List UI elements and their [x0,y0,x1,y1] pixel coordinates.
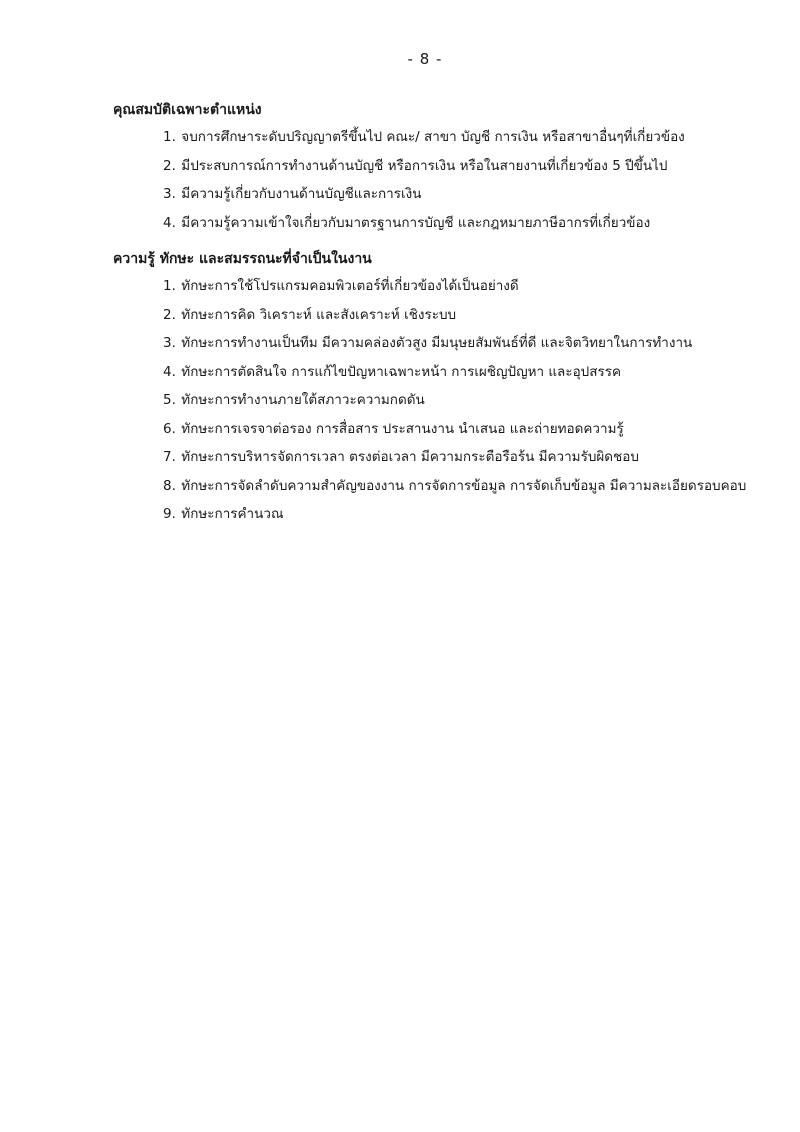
item-number: 5. [163,392,176,408]
item-text: ทักษะการจัดลำดับความสำคัญของงาน การจัดการข้อมูล การจัดเก็บข้อมูล มีความละเอียดรอบคอบ [181,477,747,494]
list-item [163,123,753,152]
list-item [163,472,753,501]
item-text: ทักษะการทำงานภายใต้สภาวะความกดดัน [181,392,425,408]
item-text: ทักษะการคำนวณ [181,506,284,522]
item-number: 2. [163,306,176,323]
item-text: ทักษะการเจรจาต่อรอง การสื่อสาร ประสานงาน นำเสนอ และถ่ายทอดความรู้ [181,420,624,437]
item-text: มีความรู้ความเข้าใจเกี่ยวกับมาตรฐานการบัญชี และกฎหมายภาษีอากรที่เกี่ยวข้อง [181,214,651,231]
item-number: 1. [163,278,176,294]
list-item [163,443,753,472]
item-number: 6. [163,420,176,437]
list-item [163,500,753,529]
page-number: - 8 - [407,50,443,68]
item-number: 4. [163,214,176,231]
qualifications-section [113,97,753,237]
list-item [163,301,753,330]
item-number: 3. [163,335,176,351]
list-item [163,386,753,415]
item-text: มีประสบการณ์การทำงานด้านบัญชี หรือการเงิน หรือในสายงานที่เกี่ยวข้อง 5 ปีขึ้นไป [181,157,668,174]
item-text: ทักษะการทำงานเป็นทีม มีความคล่องตัวสูง มีมนุษยสัมพันธ์ที่ดี และจิตวิทยาในการทำงาน [181,335,693,351]
list-item [163,329,753,358]
item-text: จบการศึกษาระดับปริญญาตรีขึ้นไป คณะ/ สาขา บัญชี การเงิน หรือสาขาอื่นๆที่เกี่ยวข้อง [181,129,685,145]
list-item [163,209,753,238]
list-item [163,272,753,301]
item-number: 4. [163,363,176,380]
item-number: 9. [163,506,176,522]
qualifications-title: คุณสมบัติเฉพาะตำแหน่ง [113,102,262,118]
item-number: 7. [163,449,176,465]
list-item [163,180,753,209]
item-number: 8. [163,477,176,494]
list-item [163,358,753,387]
skills-section [113,246,753,529]
item-text: ทักษะการใช้โปรแกรมคอมพิวเตอร์ที่เกี่ยวข้องได้เป็นอย่างดี [181,278,519,294]
item-text: ทักษะการคิด วิเคราะห์ และสังเคราะห์ เชิงระบบ [181,306,457,323]
item-text: ทักษะการบริหารจัดการเวลา ตรงต่อเวลา มีความกระตือรือร้น มีความรับผิดชอบ [181,449,639,465]
list-item [163,415,753,444]
item-number: 2. [163,157,176,174]
skills-title: ความรู้ ทักษะ และสมรรถนะที่จำเป็นในงาน [113,251,372,267]
list-item [163,152,753,181]
item-text: มีความรู้เกี่ยวกับงานด้านบัญชีและการเงิน [181,186,422,202]
item-text: ทักษะการตัดสินใจ การแก้ไขปัญหาเฉพาะหน้า การเผชิญปัญหา และอุปสรรค [181,363,622,380]
item-number: 3. [163,186,176,202]
item-number: 1. [163,129,176,145]
